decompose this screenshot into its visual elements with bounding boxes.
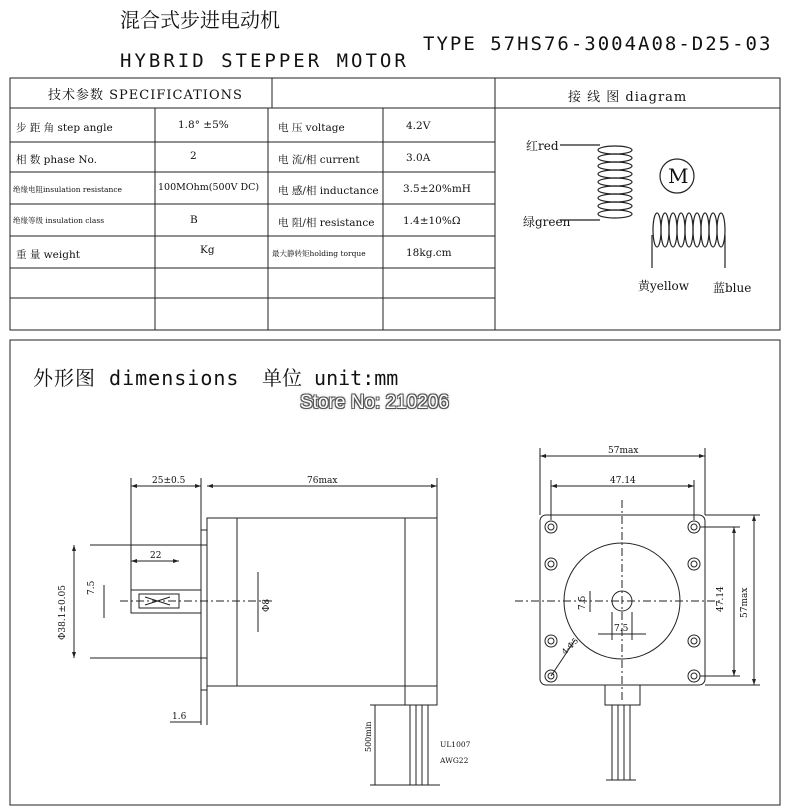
diagram-header: 接 线 图 diagram — [568, 90, 688, 105]
dim-57-top: 57max — [608, 446, 639, 456]
spec-value-inductance: 3.5±20%mH — [403, 183, 471, 195]
specs-header: 技术参数 SPECIFICATIONS — [48, 88, 243, 103]
spec-value-holding-torque: 18kg.cm — [406, 247, 452, 259]
spec-value-current: 3.0A — [406, 152, 431, 164]
dim-47-top: 47.14 — [610, 476, 636, 486]
motor-body — [207, 518, 437, 686]
dimensions-unit: 单位 unit:mm — [262, 366, 399, 390]
flange — [201, 530, 207, 690]
spec-label-insulation-class: 绝缘等级 insulation class — [13, 216, 105, 225]
title-english: HYBRID STEPPER MOTOR — [120, 50, 409, 72]
spec-label-inductance: 电 感/相 inductance — [278, 185, 379, 197]
wire-green-label: 绿green — [523, 215, 571, 229]
dim-7-5-side: 7.5 — [87, 580, 97, 595]
spec-label-current: 电 流/相 current — [278, 154, 360, 166]
spec-value-phase: 2 — [190, 150, 197, 162]
spec-label-phase: 相 数 phase No. — [16, 154, 98, 166]
title-chinese: 混合式步进电动机 — [120, 8, 280, 32]
wire-ul: UL1007 — [440, 740, 471, 749]
wire-yellow-label: 黄yellow — [638, 279, 690, 293]
spec-value-insulation-resistance: 100MOhm(500V DC) — [158, 182, 260, 193]
dim-76: 76max — [307, 476, 338, 486]
dim-57-side: 57max — [740, 587, 750, 618]
wire-awg: AWG22 — [440, 756, 469, 765]
dimensions-title: 外形图 dimensions — [33, 366, 240, 390]
motor-symbol: M — [668, 164, 689, 188]
dim-7-5-horiz: 7.5 — [614, 624, 629, 634]
dim-1-6: 1.6 — [172, 712, 187, 722]
dim-flange-diameter: Φ38.1±0.05 — [58, 585, 68, 640]
spec-label-holding-torque: 最大静转矩holding torque — [272, 249, 366, 258]
spec-label-resistance: 电 阻/相 resistance — [278, 217, 375, 229]
spec-label-insulation-resistance: 绝缘电阻insulation resistance — [13, 185, 122, 194]
spec-value-step-angle: 1.8° ±5% — [178, 119, 229, 131]
store-watermark: Store No: 210206 — [300, 392, 449, 413]
spec-value-weight: Kg — [200, 244, 215, 256]
wire-red-label: 红red — [526, 139, 559, 153]
spec-label-step-angle: 步 距 角 step angle — [16, 122, 113, 134]
dim-holes: 4-Φ5 — [560, 636, 581, 657]
spec-value-insulation-class: B — [190, 214, 198, 226]
wire-blue-label: 蓝blue — [713, 281, 752, 295]
dim-500: 500min — [364, 721, 373, 752]
spec-value-voltage: 4.2V — [406, 120, 431, 132]
dim-shaft-diameter: Φ8 — [262, 598, 272, 612]
dim-22: 22 — [150, 551, 162, 561]
spec-value-resistance: 1.4±10%Ω — [403, 215, 461, 227]
spec-label-voltage: 电 压 voltage — [278, 122, 345, 134]
model-type: TYPE 57HS76-3004A08-D25-03 — [423, 33, 773, 55]
dim-25: 25±0.5 — [152, 476, 186, 486]
dim-7-5-vert: 7.5 — [578, 595, 588, 610]
dim-47-side: 47.14 — [716, 586, 726, 612]
spec-label-weight: 重 量 weight — [16, 249, 80, 261]
